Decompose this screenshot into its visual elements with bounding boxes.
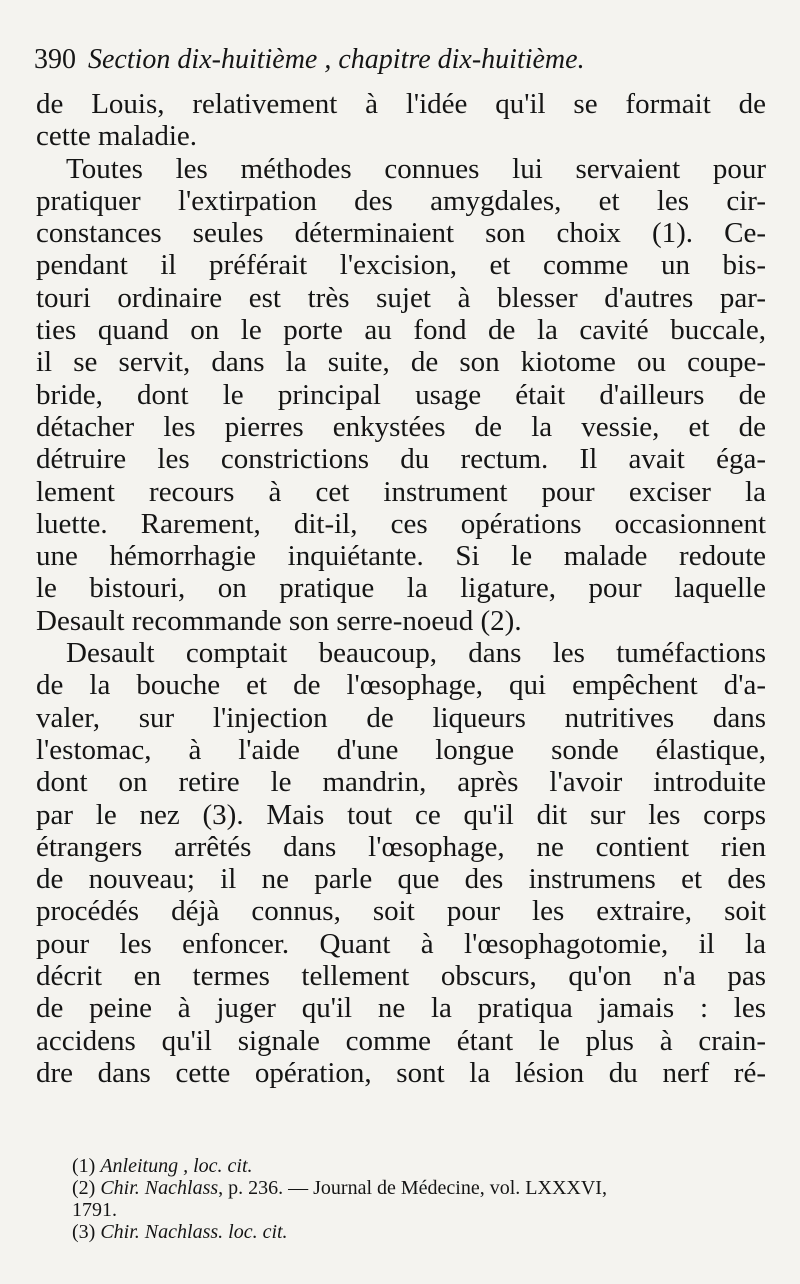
text-line: Desault recommande son serre-noeud (2). [36,604,522,637]
text-line: touri ordinaire est très sujet à blesser d'autres par- [36,281,766,314]
text-line: le bistouri, on pratique la ligature, pour laquelle [36,572,766,605]
text-line: valer, sur l'injection de liqueurs nutritives dans [36,701,766,734]
text-line: cette maladie. [36,120,198,153]
text-line: de nouveau; il ne parle que des instrumens et des [36,863,766,896]
text-line: de Louis, relativement à l'idée qu'il se formait de [36,88,766,120]
text-line: une hémorrhagie inquiétante. Si le malade redoute [36,540,766,573]
text-line: par le nez (3). Mais tout ce qu'il dit sur les corps [36,798,766,831]
text-line: étrangers arrêtés dans l'œsophage, ne contient rien [36,830,766,863]
text-line: procédés déjà connus, soit pour les extraire, soit [36,895,766,928]
footnote-3 [72,1221,772,1243]
text-line: accidens qu'il signale comme étant le plus à crain- [36,1024,766,1057]
running-header [34,40,774,80]
footnotes [72,1155,772,1243]
footnote-mark: (3) [72,1221,96,1243]
text-line: l'estomac, à l'aide d'une longue sonde élastique, [36,733,766,766]
text-line: dre dans cette opération, sont la lésion du nerf ré- [36,1056,766,1089]
footnote-2-continuation: 1791. [72,1199,117,1221]
footnote-source: Chir. Nachlass. loc. cit. [100,1221,288,1243]
text-line: luette. Rarement, dit-il, ces opérations occasionnent [36,507,766,540]
text-line: pendant il préférait l'excision, et comme un bis- [36,249,766,282]
text-line: constances seules déterminaient son choix (1). Ce- [36,217,766,250]
text-line: décrit en termes tellement obscurs, qu'on n'a pas [36,960,766,993]
text-line: ties quand on le porte au fond de la cavité buccale, [36,314,766,347]
text-line: il se servit, dans la suite, de son kiotome ou coupe- [36,346,766,379]
text-line: pratiquer l'extirpation des amygdales, et les cir- [36,184,766,217]
footnote-source: Chir. Nachlass [100,1177,219,1199]
text-line: de la bouche et de l'œsophage, qui empêchent d'a- [36,669,766,702]
text-line: de peine à juger qu'il ne la pratiqua jamais : les [36,992,766,1025]
running-title: Section dix-huitième , chapitre dix-huitième. [88,44,585,75]
footnote-source: Anleitung , loc. cit. [100,1155,253,1177]
footnote-2 [72,1177,772,1199]
text-line: bride, dont le principal usage était d'ailleurs de [36,378,766,411]
footnote-1 [72,1155,772,1177]
page-number: 390 [34,44,76,75]
footnote-mark: (1) [72,1155,96,1177]
text-line: dont on retire le mandrin, après l'avoir introduite [36,766,766,799]
text-line: Desault comptait beaucoup, dans les tuméfactions [66,637,766,670]
footnote-text: , p. 236. — Journal de Médecine, vol. LXXXVI, [218,1177,607,1199]
footnote-mark: (2) [72,1177,96,1199]
text-line: détruire les constrictions du rectum. Il avait éga- [36,443,766,476]
text-line: Toutes les méthodes connues lui servaient pour [66,152,766,185]
text-line: lement recours à cet instrument pour exciser la [36,475,766,508]
text-line: détacher les pierres enkystées de la vessie, et de [36,410,766,443]
text-line: pour les enfoncer. Quant à l'œsophagotomie, il la [36,927,766,960]
body-text [36,88,766,1089]
